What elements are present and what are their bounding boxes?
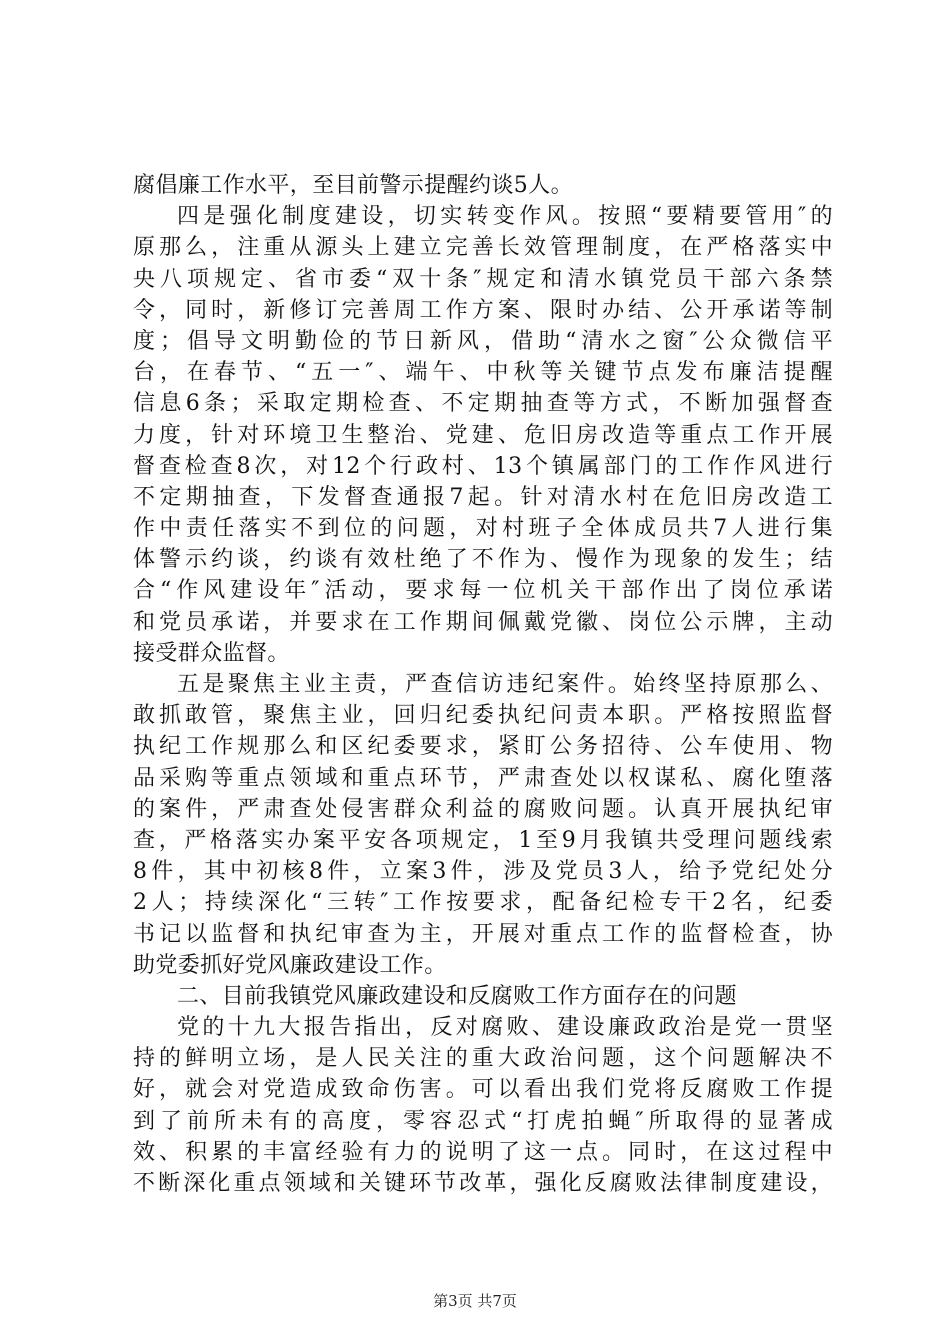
- text-line: 不断深化重点领域和关键环节改革，强化反腐败法律制度建设，: [133, 1171, 833, 1196]
- text-line: 执纪工作规那么和区纪委要求，紧盯公务招待、公车使用、物: [133, 734, 833, 760]
- text-line: 持的鲜明立场，是人民关注的重大政治问题，这个问题解决不: [133, 1046, 833, 1072]
- text-line: 敢抓敢管，聚焦主业，回归纪委执纪问责本职。严格按照监督: [133, 703, 833, 729]
- text-line: 作中责任落实不到位的问题，对村班子全体成员共7人进行集: [133, 516, 833, 542]
- text-line: 品采购等重点领域和重点环节，严肃查处以权谋私、腐化堕落: [133, 765, 833, 791]
- text-line: 8件，其中初核8件，立案3件，涉及党员3人，给予党纪处分: [133, 859, 833, 885]
- text-line: 好，就会对党造成致命伤害。可以看出我们党将反腐败工作提: [133, 1077, 833, 1103]
- text-line: 央八项规定、省市委“双十条″规定和清水镇党员干部六条禁: [133, 266, 833, 292]
- text-line: 接受群众监督。: [133, 640, 290, 666]
- text-line: 和党员承诺，并要求在工作期间佩戴党徽、岗位公示牌，主动: [133, 609, 833, 635]
- text-line: 书记以监督和执纪审查为主，开展对重点工作的监督检查，协: [133, 921, 833, 947]
- text-line: 力度，针对环境卫生整治、党建、危旧房改造等重点工作开展: [133, 422, 833, 448]
- text-line: 效、积累的丰富经验有力的说明了这一点。同时，在这过程中: [133, 1139, 833, 1165]
- text-line: 令，同时，新修订完善周工作方案、限时办结、公开承诺等制: [133, 297, 833, 323]
- text-line: 助党委抓好党风廉政建设工作。: [133, 952, 447, 978]
- page-footer: 第3页 共7页: [433, 1292, 517, 1310]
- text-line: 的案件，严肃查处侵害群众利益的腐败问题。认真开展执纪审: [133, 796, 833, 822]
- text-line: 四是强化制度建设，切实转变作风。按照“要精要管用″的: [177, 204, 833, 230]
- text-line: 2人；持续深化“三转″工作按要求，配备纪检专干2名，纪委: [133, 890, 833, 916]
- text-line: 五是聚焦主业主责，严查信访违纪案件。始终坚持原那么、: [177, 672, 833, 697]
- text-line: 信息6条；采取定期检查、不定期抽查等方式，不断加强督查: [133, 391, 833, 417]
- text-line: 合“作风建设年″活动，要求每一位机关干部作出了岗位承诺: [133, 578, 833, 604]
- text-line: 度；倡导文明勤俭的节日新风，借助“清水之窗″公众微信平: [133, 328, 833, 354]
- body-text: [133, 170, 833, 1199]
- text-line: 原那么，注重从源头上建立完善长效管理制度，在严格落实中: [133, 235, 833, 261]
- text-line: 不定期抽查，下发督查通报7起。针对清水村在危旧房改造工: [133, 484, 833, 510]
- text-line: 体警示约谈，约谈有效杜绝了不作为、慢作为现象的发生；结: [133, 547, 833, 573]
- text-line: 到了前所未有的高度，零容忍式“打虎拍蝇″所取得的显著成: [133, 1108, 833, 1134]
- text-line: 查，严格落实办案平安各项规定，1至9月我镇共受理问题线索: [133, 827, 833, 853]
- text-line: 腐倡廉工作水平，至目前警示提醒约谈5人。: [133, 173, 573, 198]
- text-line: 党的十九大报告指出，反对腐败、建设廉政政治是党一贯坚: [177, 1015, 833, 1041]
- text-line: 台，在春节、“五一″、端午、中秋等关键节点发布廉洁提醒: [133, 360, 833, 386]
- text-line: 二、目前我镇党风廉政建设和反腐败工作方面存在的问题: [177, 983, 738, 1009]
- text-line: 督查检查8次，对12个行政村、13个镇属部门的工作作风进行: [133, 453, 833, 479]
